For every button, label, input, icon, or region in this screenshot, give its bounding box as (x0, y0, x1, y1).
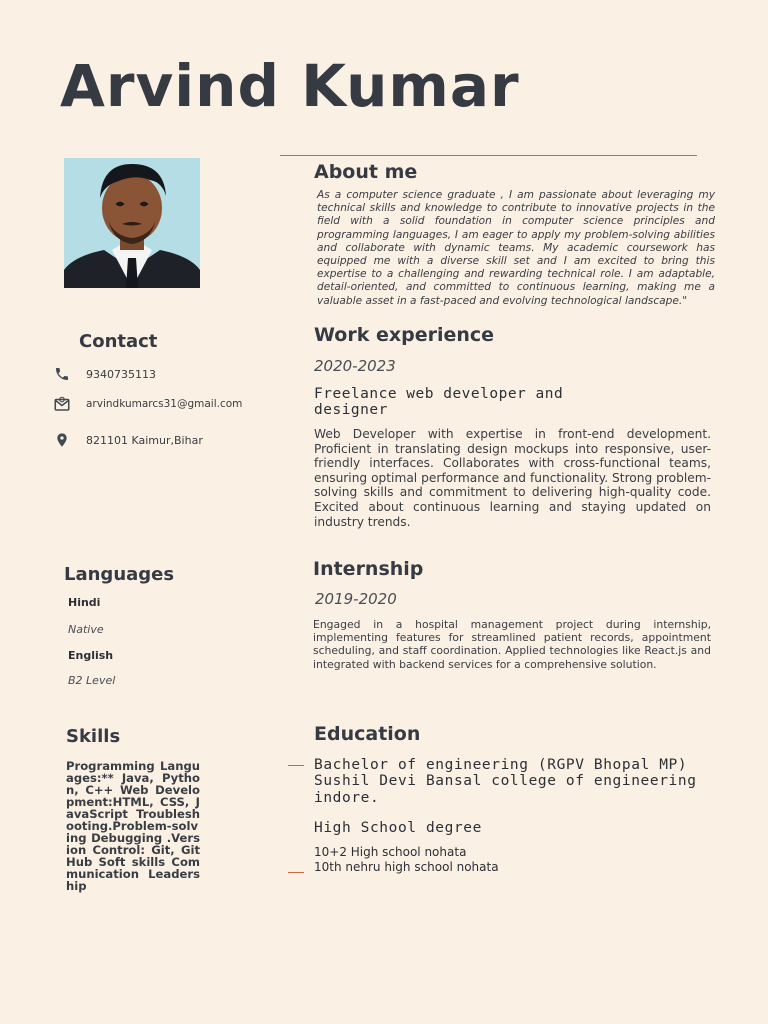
contact-phone (52, 364, 156, 384)
email-address[interactable]: arvindkumarcs31@gmail.com (86, 398, 243, 410)
contact-address (52, 430, 203, 450)
contact-heading: Contact (79, 331, 158, 352)
internship-heading: Internship (313, 558, 424, 580)
address-text: 821101 Kaimur,Bihar (86, 433, 203, 447)
internship-date: 2019-2020 (315, 590, 397, 608)
languages-heading: Languages (64, 564, 175, 585)
high-school-heading: High School degree (314, 820, 482, 836)
education-heading: Education (314, 723, 421, 745)
about-text: As a computer science graduate , I am passionate about leveraging my technical skills and knowledge to contribute to innovative projects in the field with a solid foundation in computer science principles and programming languages, I am eager to apply my problem-solving abilities and collaborate with dynamic teams. My academic coursework has equipped me with a diverse skill set and I am excited to bring this expertise to a challenging and rewarding technical role. I am adaptable, detail-oriented, and committed to continuous learning, making me a valuable asset in a fast-paced and evolving technological landscape." (317, 189, 715, 307)
email-icon (52, 394, 72, 414)
contact-email (52, 394, 242, 414)
language-level: Native (68, 623, 104, 636)
work-description: Web Developer with expertise in front-end development. Proficient in translating design mockups into responsive, user-friendly interfaces. Collaborates with cross-functional teams, ensuring optimal performance and functionality. Strong problem-solving skills and commitment to delivering high-quality code. Excited about continuous learning and staying updated on industry trends. (314, 427, 711, 529)
degree-line: indore. (314, 790, 380, 806)
header-divider (280, 155, 697, 156)
location-pin-icon (52, 430, 72, 450)
phone-icon (52, 364, 72, 384)
internship-description: Engaged in a hospital management project during internship, implementing features for streamlined patient records, appointment scheduling, and staff coordination. Applied technologies like React.js and integrated with backend services for a comprehensive solution. (313, 618, 711, 671)
language-level: B2 Level (68, 674, 116, 687)
degree-line: Bachelor of engineering (RGPV Bhopal MP) (314, 757, 688, 773)
skills-text: Programming Languages:** Java, Python, C++ Web Development:HTML, CSS, JavaScript Troubleshooting.Problem-solving Debugging .Version Control: Git, GitHub Soft skills Communication Leadership (66, 759, 200, 893)
phone-number[interactable]: 9340735113 (86, 367, 156, 381)
school-line: 10+2 High school nohata (314, 845, 467, 859)
work-heading: Work experience (314, 324, 495, 346)
work-role-line: Freelance web developer and (314, 386, 564, 402)
resume-name: Arvind Kumar (60, 52, 520, 120)
work-role (314, 386, 614, 418)
language-name: English (68, 649, 114, 662)
school-line: 10th nehru high school nohata (314, 860, 499, 874)
work-date: 2020-2023 (314, 357, 396, 375)
about-heading: About me (314, 161, 418, 183)
education-marker (288, 872, 304, 873)
degree-line: Sushil Devi Bansal college of engineering (314, 773, 697, 789)
skills-heading: Skills (66, 726, 121, 747)
work-role-line: designer (314, 402, 388, 418)
profile-photo (64, 158, 200, 288)
education-marker (288, 765, 304, 766)
language-name: Hindi (68, 596, 101, 609)
